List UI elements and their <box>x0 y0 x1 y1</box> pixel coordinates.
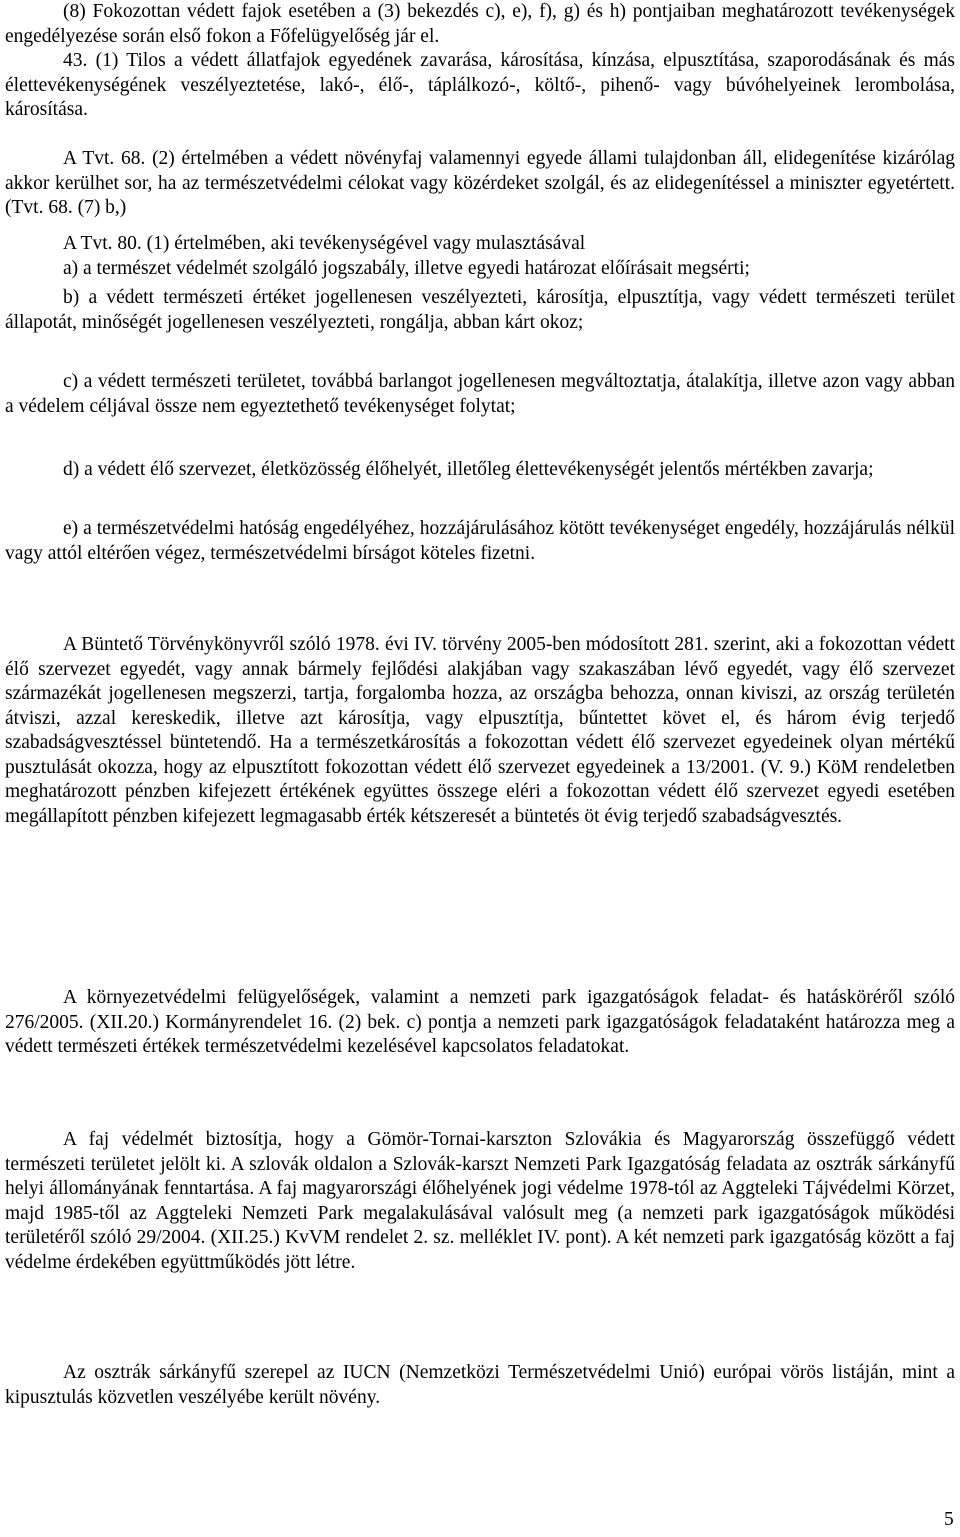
paragraph-tvt-80: A Tvt. 80. (1) értelmében, aki tevékenységével vagy mulasztásával <box>63 233 586 254</box>
list-item-e: e) a természetvédelmi hatóság engedélyéhez, hozzájárulásához kötött tevékenységet engedély, hozzájárulás nélkül vagy attól eltérően végez, természetvédelmi bírságot köteles fizetni. <box>5 518 955 564</box>
page-number: 5 <box>944 1509 954 1530</box>
list-item-a: a) a természet védelmét szolgáló jogszabály, illetve egyedi határozat előírásait megsérti; <box>63 258 750 279</box>
list-item-c: c) a védett természeti területet, továbbá barlangot jogellenesen megváltoztatja, átalakítja, illetve azon vagy abban a védelem céljával össze nem egyeztethető tevékenységet folytat; <box>5 371 955 417</box>
paragraph-btk-281: A Büntető Törvénykönyvről szóló 1978. évi IV. törvény 2005-ben módosított 281. szerint, aki a fokozottan védett élő szervezet egyedét, vagy annak bármely fejlődési alakjában vagy szakaszában lévő egyedét, vagy élő szervezet származékát jogellenesen megszerzi, tartja, forgalomba hozza, az országba behozza, onnan kiviszi, az ország területén átviszi, azzal kereskedik, illetve azt károsítja, vagy elpusztítja, bűntettet követ el, és három évig terjedő szabadságvesztéssel büntetendő. Ha a természetkárosítás a fokozottan védett élő szervezet egyedeinek olyan mértékű pusztulását okozza, hogy az elpusztított fokozottan védett élő szervezet egyedeinek a 13/2001. (V. 9.) KöM rendeletben meghatározott pénzben kifejezett értékének együttes összege eléri a fokozottan védett élő szervezet egyedi esetében megállapított pénzben kifejezett legmagasabb érték kétszeresét a büntetés öt évig terjedő szabadságvesztés. <box>5 634 955 827</box>
list-item-d: d) a védett élő szervezet, életközösség élőhelyét, illetőleg élettevékenységét jelentős mértékben zavarja; <box>63 459 874 480</box>
paragraph-iucn: Az osztrák sárkányfű szerepel az IUCN (Nemzetközi Természetvédelmi Unió) európai vörös listáján, mint a kipusztulás közvetlen veszélyébe került növény. <box>5 1362 955 1408</box>
paragraph-8-fokozottan: (8) Fokozottan védett fajok esetében a (3) bekezdés c), e), f), g) és h) pontjaiban meghatározott tevékenységek engedélyezése során első fokon a Főfelügyelőség jár el. <box>5 1 955 47</box>
paragraph-tvt-68: A Tvt. 68. (2) értelmében a védett növényfaj valamennyi egyede állami tulajdonban áll, elidegenítése kizárólag akkor kerülhet sor, ha az természetvédelmi célokat vagy közérdeket szolgál, és az elidegenítéssel a miniszter egyetértett. (Tvt. 68. (7) b,) <box>5 148 955 218</box>
paragraph-faj-vedelme: A faj védelmét biztosítja, hogy a Gömör-Tornai-karszton Szlovákia és Magyarország összefüggő védett természeti területet jelölt ki. A szlovák oldalon a Szlovák-karszt Nemzeti Park Igazgatóság feladata az osztrák sárkányfű helyi állományának fenntartása. A faj magyarországi élőhelyének jogi védelme 1978-tól az Aggteleki Tájvédelmi Körzet, majd 1985-től az Aggteleki Nemzeti Park megalakulásával valósult meg (a nemzeti park igazgatóságok működési területéről szóló 29/2004. (XII.25.) KvVM rendelet 2. sz. melléklet IV. pont). A két nemzeti park igazgatóság között a faj védelme érdekében együttműködés jött létre. <box>5 1129 955 1273</box>
list-item-b: b) a védett természeti értéket jogellenesen veszélyezteti, károsítja, elpusztítja, vagy védett természeti terület állapotát, minőségét jogellenesen veszélyezteti, rongálja, abban kárt okoz; <box>5 287 955 333</box>
paragraph-felugyelosegek: A környezetvédelmi felügyelőségek, valamint a nemzeti park igazgatóságok feladat- és hatásköréről szóló 276/2005. (XII.20.) Kormányrendelet 16. (2) bek. c) pontja a nemzeti park igazgatóságok feladataként határozza meg a védett természeti értékek természetvédelmi kezelésével kapcsolatos feladatokat. <box>5 987 955 1057</box>
paragraph-43-tilos: 43. (1) Tilos a védett állatfajok egyedének zavarása, károsítása, kínzása, elpusztítása, szaporodásának és más élettevékenységének veszélyeztetése, lakó-, élő-, táplálkozó-, költő-, pihenő- vagy búvóhelyeinek lerombolása, károsítása. <box>5 50 955 120</box>
